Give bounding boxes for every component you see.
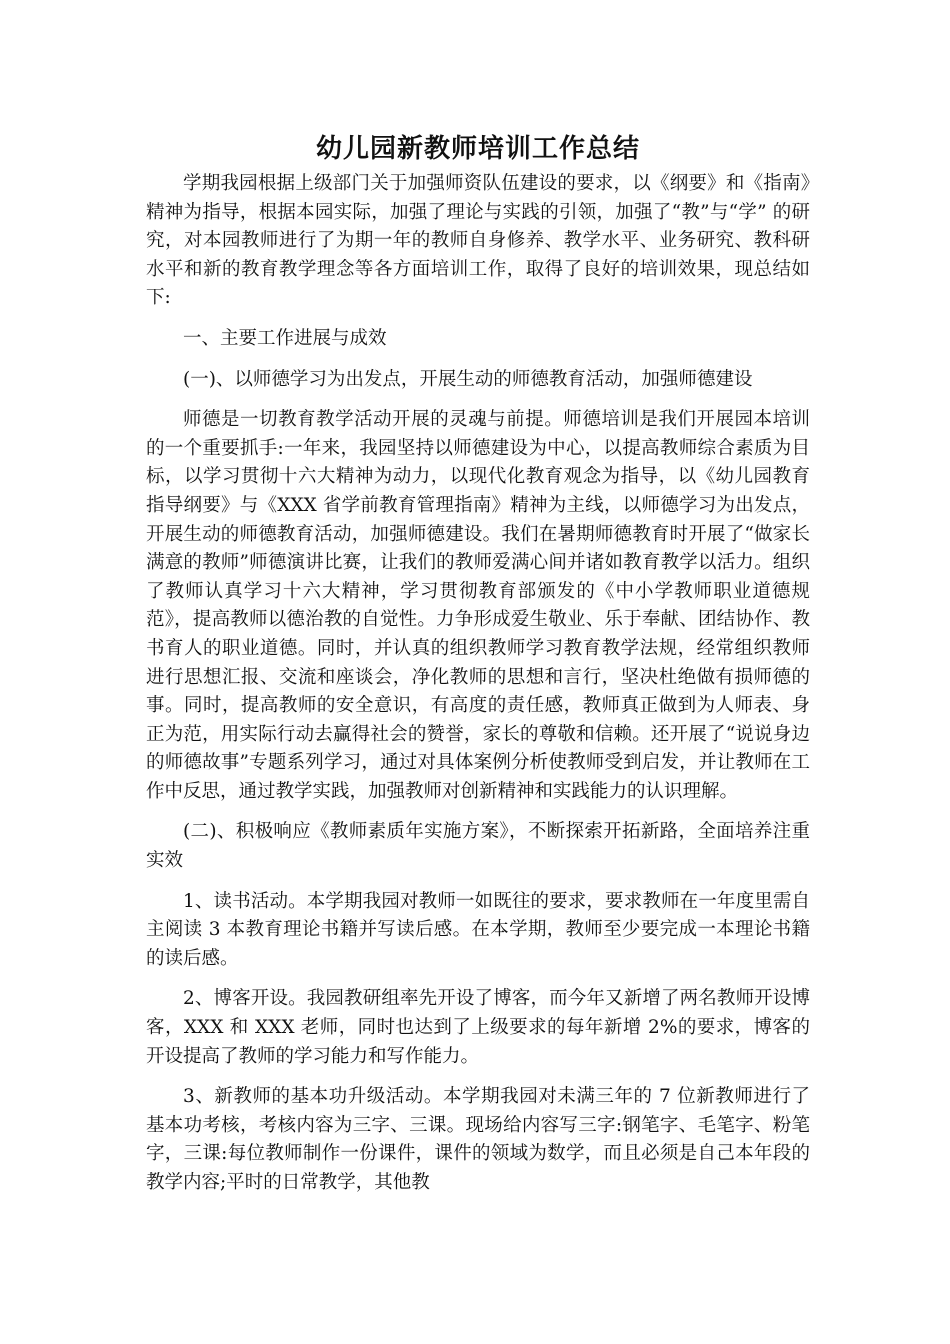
reading-activity-paragraph: 1、读书活动。本学期我园对教师一如既往的要求，要求教师在一年度里需自主阅读 3 本教育理论书籍并写读后感。在本学期，教师至少要完成一本理论书籍的读后感。 bbox=[146, 890, 810, 969]
basic-skills-paragraph: 3、新教师的基本功升级活动。本学期我园对未满三年的 7 位新教师进行了基本功考核，考核内容为三字、三课。现场给内容写三字:钢笔字、毛笔字、粉笔字，三课:每位教师制作一份课件，课件的领域为数学，而且必须是自己本年段的教学内容;平时的日常教学，其他教 bbox=[146, 1086, 810, 1193]
subsection-heading-ethics: (一)、以师德学习为出发点，开展生动的师德教育活动，加强师德建设 bbox=[183, 368, 753, 390]
ethics-paragraph: 师德是一切教育教学活动开展的灵魂与前提。师德培训是我们开展园本培训的一个重要抓手:一年来，我园坚持以师德建设为中心，以提高教师综合素质为目标，以学习贯彻十六大精神为动力，以现代化教育观念为指导，以《幼儿园教育指导纲要》与《XXX 省学前教育管理指南》精神为主线，以师德学习为出发点，开展生动的师德教育活动，加强师德建设。我们在暑期师德教育时开展了“做家长满意的教师”师德演讲比赛，让我们的教师爱满心间并诸如教育教学以活力。组织了教师认真学习十六大精神，学习贯彻教育部颁发的《中小学教师职业道德规范》，提高教师以德治教的自觉性。力争形成爱生敬业、乐于奉献、团结协作、教书育人的职业道德。同时，并认真的组织教师学习教育教学法规，经常组织教师进行思想汇报、交流和座谈会，净化教师的思想和言行，坚决杜绝做有损师德的事。同时，提高教师的安全意识，有高度的责任感，教师真正做到为人师表、身正为范，用实际行动去赢得社会的赞誉，家长的尊敬和信赖。还开展了“说说身边的师德故事”专题系列学习，通过对具体案例分析使教师受到启发，并让教师在工作中反思，通过教学实践，加强教师对创新精神和实践能力的认识理解。 bbox=[146, 409, 810, 802]
document-title: 幼儿园新教师培训工作总结 bbox=[315, 134, 640, 164]
intro-paragraph: 学期我园根据上级部门关于加强师资队伍建设的要求，以《纲要》和《指南》精神为指导，根据本园实际，加强了理论与实践的引领，加强了“教”与“学” 的研究，对本园教师进行了为期一年的教师自身修养、教学水平、业务研究、教科研水平和新的教育教学理念等各方面培训工作，取得了良好的培训效果，现总结如下: bbox=[146, 173, 810, 309]
document-body bbox=[146, 128, 810, 1210]
subsection-heading-quality-year: (二)、积极响应《教师素质年实施方案》，不断探索开拓新路，全面培养注重实效 bbox=[146, 821, 810, 872]
blog-paragraph: 2、博客开设。我园教研组率先开设了博客，而今年又新增了两名教师开设博客，XXX 和 XXX 老师，同时也达到了上级要求的每年新增 2%的要求，博客的开设提高了教师的学习能力和写作能力。 bbox=[146, 988, 810, 1067]
section-heading-main-progress: 一、主要工作进展与成效 bbox=[183, 327, 387, 349]
